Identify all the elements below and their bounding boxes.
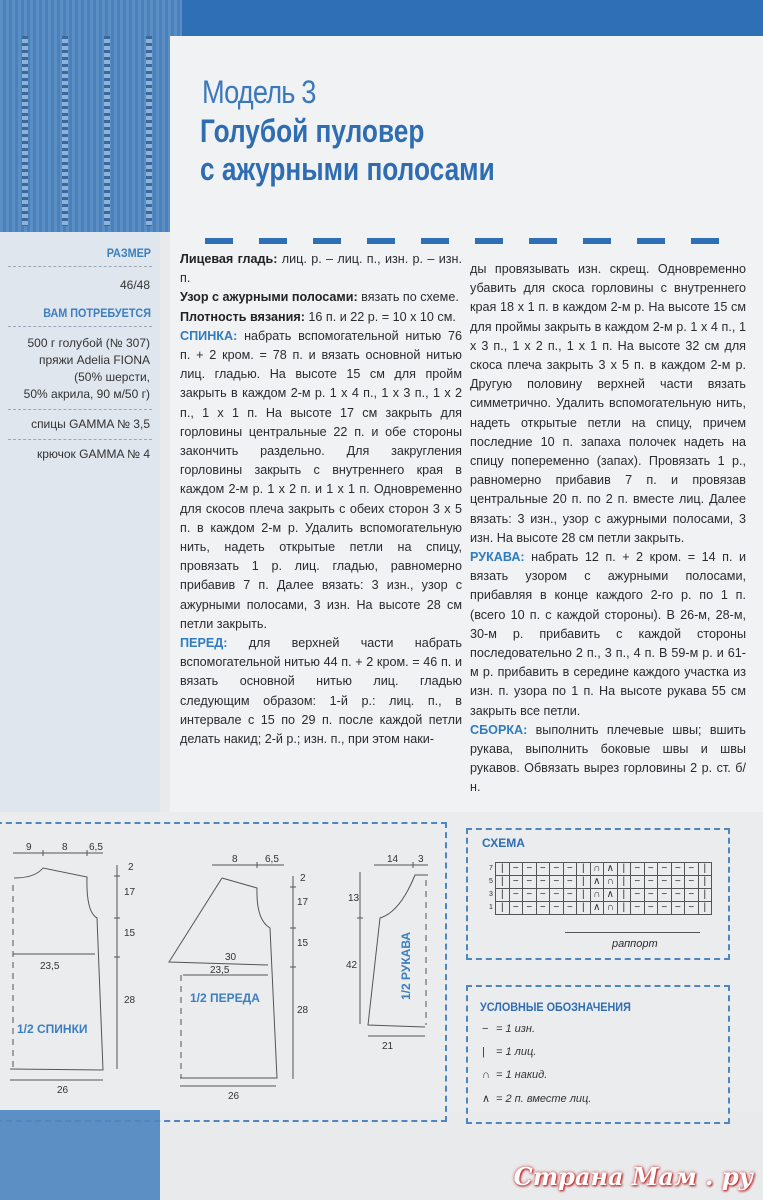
svg-text:15: 15: [124, 928, 136, 939]
chart-cell: −: [671, 889, 685, 902]
chart-cell: ∩: [604, 902, 618, 915]
chart-cell: −: [509, 902, 523, 915]
chart-cell: −: [509, 863, 523, 876]
chart-cell: −: [509, 876, 523, 889]
size-value: 46/48: [119, 278, 150, 292]
chart-cell: −: [644, 863, 658, 876]
svg-text:14: 14: [387, 854, 399, 865]
chart-cell: −: [631, 902, 645, 915]
svg-text:17: 17: [297, 897, 309, 908]
sleeve-outline: [368, 875, 428, 1027]
front-label: 1/2 ПЕРЕДА: [190, 991, 260, 1005]
chart-cell: −: [563, 863, 577, 876]
sleeve-label: 1/2 РУКАВА: [399, 931, 413, 1000]
chart-cell: |: [617, 889, 631, 902]
chart-cell: −: [509, 889, 523, 902]
chart-cell: −: [631, 863, 645, 876]
paragraph-heading: РУКАВА:: [470, 550, 525, 565]
chart-row: [487, 876, 712, 889]
svg-text:17: 17: [124, 887, 136, 898]
chart-cell: |: [617, 863, 631, 876]
chart-cell: −: [536, 876, 550, 889]
chart-cell: |: [698, 889, 712, 902]
svg-text:3: 3: [418, 854, 424, 865]
row-number: 3: [489, 891, 493, 898]
stitch-symbol-icon: |: [482, 1046, 485, 1058]
size-heading: РАЗМЕР: [106, 246, 151, 260]
row-number: 7: [489, 865, 493, 872]
svg-text:2: 2: [300, 873, 306, 884]
chart-cell: ∧: [590, 876, 604, 889]
chart-cell: −: [685, 902, 699, 915]
chart-cell: |: [577, 876, 591, 889]
chart-cell: −: [644, 889, 658, 902]
chart-cell: −: [658, 863, 672, 876]
chart-cell: −: [563, 902, 577, 915]
paragraph-text: набрать 12 п. + 2 кром. = 14 п. и вязать узором с ажурными полосами, прибавляя в конце каждого 2-го р. по 1 п. (всего 10 п. с каждой стороны). В 26-м, 28-м, 30-м р. прибавить с каждой стороны последовательно 2 п., 3 п., 4 п. В 59-м р. и 61-м р. прибавить в середине каждого участка из изн. п. узора по 1 п. На высоте рукава 55 см закрыть все петли.: [470, 550, 746, 718]
chart-row: [487, 863, 712, 876]
chart-cell: |: [496, 902, 510, 915]
chart-cell: −: [550, 863, 564, 876]
svg-text:23,5: 23,5: [40, 961, 60, 972]
svg-text:21: 21: [382, 1041, 394, 1052]
chart-cell: −: [563, 889, 577, 902]
chart-cell: |: [496, 863, 510, 876]
svg-text:26: 26: [228, 1091, 240, 1102]
paragraph-heading: ПЕРЕД:: [180, 636, 228, 651]
stitch-symbol-icon: ∩: [482, 1069, 490, 1081]
chart-cell: −: [523, 889, 537, 902]
materials-heading: ВАМ ПОТРЕБУЕТСЯ: [43, 306, 151, 320]
chart-cell: ∧: [590, 902, 604, 915]
legend-item: [482, 1092, 591, 1105]
svg-text:2: 2: [128, 862, 134, 873]
row-number: 5: [489, 878, 493, 885]
needles-info: спицы GAMMA № 3,5: [31, 417, 150, 431]
chart-cell: |: [577, 902, 591, 915]
chart-cell: −: [644, 876, 658, 889]
back-label: 1/2 СПИНКИ: [17, 1022, 88, 1036]
paragraph-text: лиц. р. – лиц. п., изн. р. – изн. п.: [180, 252, 462, 286]
repeat-label: раппорт: [612, 938, 658, 950]
model-number: Модель 3: [202, 74, 316, 110]
front-outline: [180, 878, 277, 1078]
paragraph-text: выполнить плечевые швы; вшить рукава, выполнить боковые швы и швы рукавов. Обвязать вырез горловины 2 р. ст. б/н.: [470, 722, 746, 795]
paragraph-text: набрать вспомогательной нитью 76 п. + 2 кром. = 78 п. и вязать основной нитью лиц. гладью. На высоте 15 см для пройм закрыть в каждом 2-м р. 1 х 4 п., 1 х 3 п., 1 х 2 п., 1 х 1 п. На высоте 17 см закрыть для горловины центральные 22 п. и обе стороны закончить раздельно. Для закругления горловины закрыть с внутреннего края в каждом 2-м р. 1 х 2 п. и 1 х 1 п. Одновременно для скосов плеча закрыть с обеих сторон 3 х 5 п. в каждом 2-м р. Удалить вспомогательную нить, надеть открытые петли на спицу, провязать 1 р. лиц. гладью, равномерно прибавив 7 п. Далее вязать: 3 изн., узор с ажурными полосами, 3 изн. На высоте 28 см петли закрыть.: [180, 328, 462, 631]
chart-cell: −: [685, 889, 699, 902]
chart-cell: |: [577, 863, 591, 876]
svg-text:42: 42: [346, 960, 358, 971]
chart-cell: −: [658, 876, 672, 889]
stitch-chart: [487, 862, 712, 915]
chart-cell: −: [536, 863, 550, 876]
svg-text:9: 9: [26, 842, 32, 853]
paragraph-heading: СБОРКА:: [470, 722, 528, 737]
chart-cell: −: [671, 876, 685, 889]
chart-cell: −: [523, 863, 537, 876]
stitch-symbol-icon: ∧: [482, 1093, 491, 1105]
chart-row: [487, 889, 712, 902]
stitch-symbol-icon: −: [482, 1023, 489, 1035]
svg-text:28: 28: [124, 995, 136, 1006]
legend-item: [482, 1023, 535, 1035]
paragraph-heading: Плотность вязания:: [180, 309, 305, 324]
schema-title: СХЕМА: [482, 836, 525, 850]
svg-text:8: 8: [232, 854, 238, 865]
chart-cell: −: [644, 902, 658, 915]
chart-cell: −: [536, 902, 550, 915]
chart-cell: ∧: [604, 863, 618, 876]
svg-text:26: 26: [57, 1085, 69, 1096]
chart-cell: |: [496, 889, 510, 902]
paragraph-text: вязать по схеме.: [357, 290, 459, 305]
chart-cell: |: [577, 889, 591, 902]
chart-cell: −: [658, 902, 672, 915]
paragraph-text: 16 п. и 22 р. = 10 х 10 см.: [304, 309, 456, 324]
chart-cell: −: [550, 889, 564, 902]
svg-text:13: 13: [348, 893, 360, 904]
row-number: 1: [489, 904, 493, 911]
legend-text: = 1 накид.: [496, 1069, 548, 1081]
paragraph-text: ды провязывать изн. скрещ. Одновременно убавить для скоса горловины с внутреннего края 18 х 1 п. в каждом 2-м р. На высоте 15 см для проймы закрыть в каждом 2-м р. 1 х 4 п., 1 х 3 п., 1 х 2 п., 1 х 1 п. На высоте 32 см для скоса плеча закрыть 3 х 5 п. в каждом 2-м р. Другую половину верхней части вязать симметрично. Удалить вспомогательную нить, надеть открытые петли на спицу, причем последние 10 п. запаха полочек надеть на спицу попеременно (запах). Провязать 1 р., равномерно прибавив 7 п. и провязав центральные 20 п. по 2 п. вместе лиц. Далее вязать: 3 изн., узор с ажурными полосами, 3 изн. На высоте 28 см петли закрыть.: [470, 262, 746, 545]
chart-cell: −: [523, 902, 537, 915]
chart-cell: ∩: [590, 889, 604, 902]
svg-text:6,5: 6,5: [265, 854, 279, 865]
page-title: Голубой пуловер с ажурными полосами: [200, 113, 495, 187]
svg-text:30: 30: [225, 952, 237, 963]
hook-info: крючок GAMMA № 4: [36, 447, 150, 461]
chart-cell: |: [698, 902, 712, 915]
chart-cell: −: [631, 876, 645, 889]
legend-text: = 1 лиц.: [496, 1046, 537, 1058]
chart-cell: |: [698, 876, 712, 889]
svg-text:6,5: 6,5: [89, 842, 103, 853]
repeat-bracket: [565, 932, 700, 933]
svg-text:28: 28: [297, 1005, 309, 1016]
svg-text:23,5: 23,5: [210, 965, 230, 976]
chart-cell: −: [685, 863, 699, 876]
svg-text:8: 8: [62, 842, 68, 853]
legend-text: = 2 п. вместе лиц.: [496, 1093, 592, 1105]
paragraph-heading: Узор с ажурными полосами:: [180, 290, 358, 305]
chart-cell: −: [685, 876, 699, 889]
chart-cell: ∩: [590, 863, 604, 876]
chart-row: [487, 902, 712, 915]
paragraph-heading: СПИНКА:: [180, 328, 238, 343]
chart-cell: ∩: [604, 876, 618, 889]
chart-cell: |: [617, 902, 631, 915]
chart-cell: −: [550, 876, 564, 889]
watermark: Страна Мам . ру: [513, 1162, 753, 1191]
yarn-info: 500 г голубой (№ 307) пряжи Adelia FIONA (50% шерсти, 50% акрила, 90 м/50 г): [23, 336, 150, 401]
paragraph-text: для верхней части набрать вспомогательной нитью 44 п. + 2 кром. = 46 п. и вязать основной нитью лиц. гладью следующим образом: 1-й р.: лиц. п., в интервале с 15 по 29 п. после каждой петли делать накид; 2-й р.; изн. п., при этом наки-: [180, 636, 462, 747]
chart-cell: −: [536, 889, 550, 902]
paragraph-heading: Лицевая гладь:: [180, 252, 278, 266]
legend-item: [482, 1046, 536, 1058]
legend-item: [482, 1069, 547, 1081]
chart-cell: −: [671, 902, 685, 915]
chart-cell: |: [698, 863, 712, 876]
chart-cell: |: [496, 876, 510, 889]
chart-cell: −: [550, 902, 564, 915]
svg-text:15: 15: [297, 938, 309, 949]
chart-cell: −: [631, 889, 645, 902]
chart-cell: −: [523, 876, 537, 889]
chart-cell: ∧: [604, 889, 618, 902]
chart-cell: −: [658, 889, 672, 902]
chart-cell: |: [617, 876, 631, 889]
legend-text: = 1 изн.: [496, 1023, 535, 1035]
chart-cell: −: [671, 863, 685, 876]
legend-title: УСЛОВНЫЕ ОБОЗНАЧЕНИЯ: [480, 1000, 631, 1014]
chart-cell: −: [563, 876, 577, 889]
